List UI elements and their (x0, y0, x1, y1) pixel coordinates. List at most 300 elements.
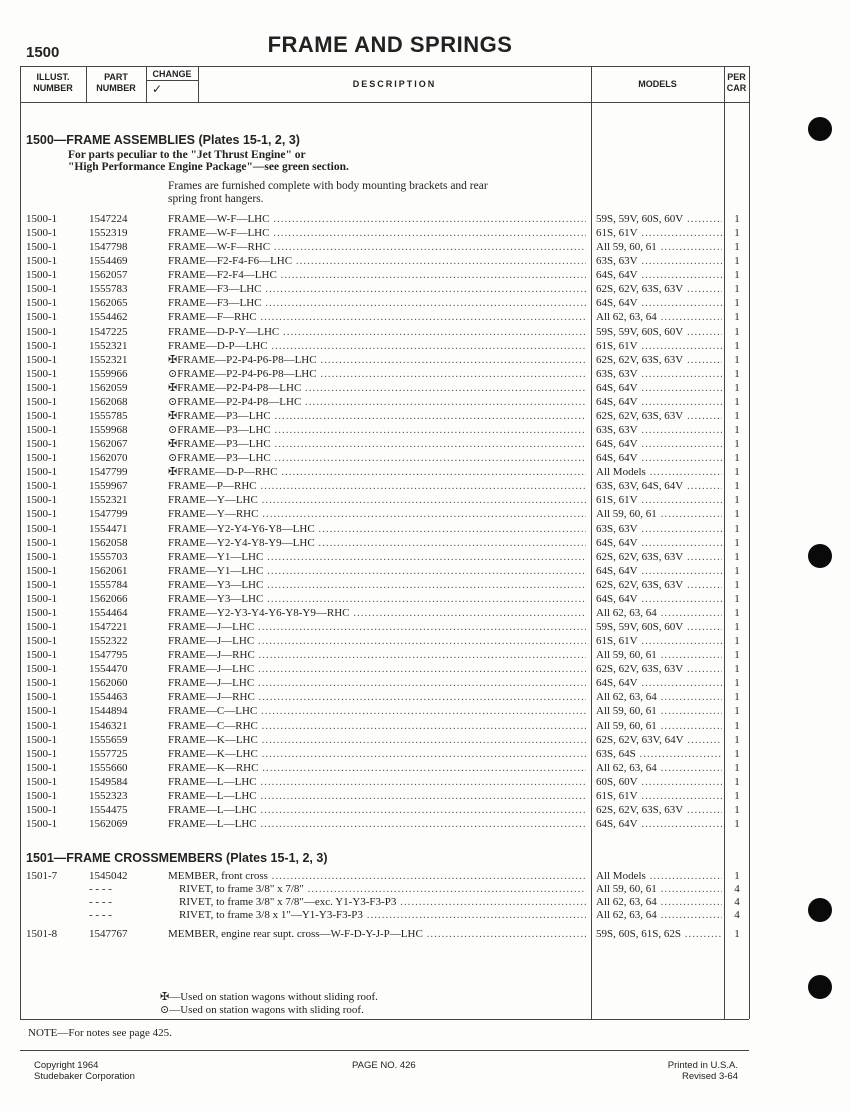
models-cell: All 59, 60, 61 ..... (596, 241, 722, 255)
illust-number-cell: 1500-1 (26, 705, 58, 718)
part-number-cell: 1555703 (89, 550, 128, 563)
printed-line2: Revised 3-64 (682, 1071, 738, 1082)
per-car-cell: 1 (734, 395, 740, 408)
illust-number-cell: 1500-1 (26, 494, 58, 507)
models-cell: All 62, 63, 64 ..... (596, 691, 722, 705)
description-cell: FRAME—Y3—LHC ..... (168, 593, 586, 607)
description-cell: ✠FRAME—P3—LHC ..... (168, 438, 586, 452)
per-car-cell: 1 (734, 353, 740, 366)
table-row (0, 466, 850, 480)
description-cell: FRAME—J—LHC ..... (168, 663, 586, 677)
description-cell: FRAME—L—LHC ..... (168, 776, 586, 790)
part-number-cell: 1554470 (89, 663, 128, 676)
header-illust-number (20, 72, 86, 94)
models-cell: 59S, 59V, 60S, 60V ..... (596, 213, 722, 227)
part-number-cell: 1545042 (89, 870, 128, 882)
copyright-line1: Copyright 1964 (34, 1060, 99, 1071)
table-row (0, 326, 850, 340)
header-per-line2: CAR (726, 83, 747, 93)
table-row (0, 297, 850, 311)
per-car-cell: 1 (734, 480, 740, 493)
illust-number-cell: 1500-1 (26, 606, 58, 619)
illust-number-cell: 1500-1 (26, 818, 58, 830)
binder-hole-icon (808, 975, 832, 999)
illust-number-cell: 1500-1 (26, 550, 58, 563)
models-cell: 61S, 61V ..... (596, 635, 722, 649)
per-car-cell: 1 (734, 536, 740, 549)
description-cell: FRAME—J—LHC ..... (168, 635, 586, 649)
illust-number-cell: 1500-1 (26, 283, 58, 296)
models-cell: 62S, 62V, 63S, 63V ..... (596, 579, 722, 593)
part-number-cell: 1554463 (89, 691, 128, 704)
table-row (0, 804, 850, 818)
part-number-cell: - - - - (89, 883, 112, 895)
description-cell: FRAME—Y1—LHC ..... (168, 565, 586, 579)
section-heading-frame-assemblies: 1500—FRAME ASSEMBLIES (Plates 15-1, 2, 3) (26, 133, 300, 147)
description-cell: FRAME—Y—RHC ..... (168, 508, 586, 522)
description-cell: RIVET, to frame 3/8" x 7/8"—exc. Y1-Y3-F3-P3 ..... (168, 896, 586, 910)
per-car-cell: 1 (734, 325, 740, 338)
description-cell: ✠FRAME—P2-P4-P6-P8—LHC ..... (168, 354, 586, 368)
description-cell: RIVET, to frame 3/8" x 7/8" ..... (168, 883, 586, 897)
part-number-cell: 1555784 (89, 578, 128, 591)
description-cell: FRAME—J—RHC ..... (168, 649, 586, 663)
per-car-cell: 1 (734, 663, 740, 676)
notes-reference: NOTE—For notes see page 425. (28, 1027, 172, 1039)
table-row (0, 523, 850, 537)
header-part-number (86, 72, 146, 94)
models-cell: All 62, 63, 64 ..... (596, 311, 722, 325)
description-cell: FRAME—W-F—LHC ..... (168, 227, 586, 241)
table-row (0, 928, 850, 942)
part-number-cell: 1562067 (89, 438, 128, 451)
description-cell: FRAME—D-P—LHC ..... (168, 340, 586, 354)
table-row (0, 269, 850, 283)
per-car-cell: 1 (734, 269, 740, 282)
models-cell: All 62, 63, 64 ..... (596, 896, 722, 910)
per-car-cell: 1 (734, 241, 740, 254)
table-row (0, 705, 850, 719)
per-car-cell: 1 (734, 803, 740, 816)
check-mark-icon: ✓ (151, 82, 163, 96)
per-car-cell: 1 (734, 508, 740, 521)
per-car-cell: 1 (734, 452, 740, 465)
models-cell: 62S, 62V, 63S, 63V ..... (596, 804, 722, 818)
illust-number-cell: 1500-1 (26, 311, 58, 324)
per-car-cell: 1 (734, 339, 740, 352)
part-number-cell: 1547798 (89, 241, 128, 254)
table-row (0, 593, 850, 607)
section-note: "High Performance Engine Package"—see green section. (68, 161, 349, 173)
illust-number-cell: 1500-1 (26, 522, 58, 535)
models-cell: 61S, 61V ..... (596, 227, 722, 241)
per-car-cell: 1 (734, 606, 740, 619)
models-cell: All 59, 60, 61 ..... (596, 508, 722, 522)
part-number-cell: 1546321 (89, 719, 128, 732)
illust-number-cell: 1500-1 (26, 452, 58, 465)
per-car-cell: 1 (734, 255, 740, 268)
description-cell: ⊙FRAME—P2-P4-P6-P8—LHC ..... (168, 368, 586, 382)
per-car-cell: 1 (734, 494, 740, 507)
description-cell: FRAME—L—LHC ..... (168, 790, 586, 804)
table-row (0, 382, 850, 396)
illust-number-cell: 1500-1 (26, 367, 58, 380)
part-number-cell: 1547799 (89, 466, 128, 479)
part-number-cell: 1554464 (89, 606, 128, 619)
part-number-cell: 1547767 (89, 928, 128, 940)
description-cell: FRAME—Y3—LHC ..... (168, 579, 586, 593)
models-cell: 62S, 62V, 63S, 63V ..... (596, 283, 722, 297)
description-cell: FRAME—F2-F4-F6—LHC ..... (168, 255, 586, 269)
models-cell: All 59, 60, 61 ..... (596, 649, 722, 663)
part-number-cell: 1562066 (89, 592, 128, 605)
illust-number-cell: 1500-1 (26, 325, 58, 338)
table-row (0, 818, 850, 832)
table-row (0, 213, 850, 227)
header-description: DESCRIPTION (352, 79, 437, 89)
table-row (0, 677, 850, 691)
table-row (0, 909, 850, 923)
illust-number-cell: 1500-1 (26, 564, 58, 577)
copyright-line2: Studebaker Corporation (34, 1071, 135, 1082)
illust-number-cell: 1500-1 (26, 747, 58, 760)
models-cell: 64S, 64V ..... (596, 537, 722, 551)
table-row (0, 649, 850, 663)
table-row (0, 396, 850, 410)
description-cell: FRAME—Y2-Y4-Y6-Y8—LHC ..... (168, 523, 586, 537)
legend-without-roof: ✠—Used on station wagons without sliding roof. (160, 991, 378, 1003)
table-row (0, 340, 850, 354)
table-row (0, 762, 850, 776)
table-row (0, 283, 850, 297)
change-box-rule (146, 80, 198, 81)
illust-number-cell: 1500-1 (26, 719, 58, 732)
per-car-cell: 1 (734, 550, 740, 563)
illust-number-cell: 1500-1 (26, 508, 58, 521)
footer-page-number: PAGE NO. 426 (352, 1060, 416, 1071)
models-cell: All 62, 63, 64 ..... (596, 607, 722, 621)
part-number-cell: 1562057 (89, 269, 128, 282)
illust-number-cell: 1500-1 (26, 213, 58, 225)
models-cell: 62S, 62V, 63S, 63V ..... (596, 410, 722, 424)
per-car-cell: 1 (734, 311, 740, 324)
per-car-cell: 4 (734, 909, 740, 921)
models-cell: 59S, 59V, 60S, 60V ..... (596, 621, 722, 635)
illust-number-cell: 1500-1 (26, 339, 58, 352)
table-row (0, 663, 850, 677)
part-number-cell: 1562069 (89, 818, 128, 830)
per-car-cell: 1 (734, 466, 740, 479)
part-number-cell: 1552321 (89, 494, 128, 507)
page-code: 1500 (26, 44, 60, 61)
description-cell: ✠FRAME—P2-P4-P8—LHC ..... (168, 382, 586, 396)
per-car-cell: 1 (734, 424, 740, 437)
description-cell: FRAME—D-P-Y—LHC ..... (168, 326, 586, 340)
part-number-cell: 1552323 (89, 789, 128, 802)
part-number-cell: 1562059 (89, 381, 128, 394)
table-row (0, 494, 850, 508)
per-car-cell: 1 (734, 649, 740, 662)
models-cell: 62S, 62V, 63S, 63V ..... (596, 551, 722, 565)
header-change: CHANGE (152, 69, 192, 79)
footer-copyright (34, 1060, 135, 1082)
header-part-line2: NUMBER (96, 83, 136, 93)
per-car-cell: 1 (734, 747, 740, 760)
table-row (0, 410, 850, 424)
illust-number-cell: 1500-1 (26, 381, 58, 394)
description-cell: FRAME—P—RHC ..... (168, 480, 586, 494)
illust-number-cell: 1500-1 (26, 592, 58, 605)
part-number-cell: 1554469 (89, 255, 128, 268)
table-row (0, 354, 850, 368)
table-row (0, 480, 850, 494)
illust-number-cell: 1500-1 (26, 438, 58, 451)
table-row (0, 776, 850, 790)
description-cell: FRAME—K—RHC ..... (168, 762, 586, 776)
description-cell: FRAME—F—RHC ..... (168, 311, 586, 325)
per-car-cell: 1 (734, 870, 740, 882)
models-cell: 64S, 64V ..... (596, 565, 722, 579)
part-number-cell: 1547221 (89, 621, 128, 634)
description-cell: FRAME—Y2-Y4-Y8-Y9—LHC ..... (168, 537, 586, 551)
per-car-cell: 1 (734, 564, 740, 577)
per-car-cell: 1 (734, 227, 740, 240)
illust-number-cell: 1501-7 (26, 870, 58, 882)
header-part-line1: PART (104, 72, 128, 82)
models-cell: 63S, 63V ..... (596, 255, 722, 269)
illust-number-cell: 1500-1 (26, 691, 58, 704)
illust-number-cell: 1500-1 (26, 578, 58, 591)
models-cell: 61S, 61V ..... (596, 790, 722, 804)
part-number-cell: 1544894 (89, 705, 128, 718)
per-car-cell: 1 (734, 409, 740, 422)
part-number-cell: 1562070 (89, 452, 128, 465)
illust-number-cell: 1500-1 (26, 635, 58, 648)
models-cell: 62S, 62V, 63V, 64V ..... (596, 734, 722, 748)
description-cell: MEMBER, engine rear supt. cross—W-F-D-Y-J-P—LHC ..... (168, 928, 586, 942)
table-row (0, 870, 850, 884)
description-cell: ⊙FRAME—P3—LHC ..... (168, 424, 586, 438)
description-cell: FRAME—J—LHC ..... (168, 677, 586, 691)
models-cell: All 59, 60, 61 ..... (596, 720, 722, 734)
description-cell: FRAME—F3—LHC ..... (168, 297, 586, 311)
table-row (0, 579, 850, 593)
section-note: spring front hangers. (168, 193, 264, 205)
part-number-cell: 1562061 (89, 564, 128, 577)
models-cell: All 62, 63, 64 ..... (596, 762, 722, 776)
description-cell: FRAME—W-F—LHC ..... (168, 213, 586, 227)
table-bottom-rule (20, 1019, 749, 1020)
models-cell: 63S, 64S ..... (596, 748, 722, 762)
illust-number-cell: 1500-1 (26, 480, 58, 493)
models-cell: 60S, 60V ..... (596, 776, 722, 790)
table-row (0, 537, 850, 551)
table-row (0, 424, 850, 438)
table-row (0, 565, 850, 579)
illust-number-cell: 1500-1 (26, 677, 58, 690)
illust-number-cell: 1500-1 (26, 649, 58, 662)
description-cell: FRAME—K—LHC ..... (168, 734, 586, 748)
models-cell: 64S, 64V ..... (596, 677, 722, 691)
description-cell: ⊙FRAME—P3—LHC ..... (168, 452, 586, 466)
part-number-cell: 1547225 (89, 325, 128, 338)
part-number-cell: 1555659 (89, 733, 128, 746)
models-cell: All Models ..... (596, 870, 722, 884)
description-cell: ⊙FRAME—P2-P4-P8—LHC ..... (168, 396, 586, 410)
models-cell: 64S, 64V ..... (596, 818, 722, 832)
part-number-cell: 1555783 (89, 283, 128, 296)
table-row (0, 883, 850, 897)
legend-with-roof: ⊙—Used on station wagons with sliding roof. (160, 1004, 364, 1016)
part-number-cell: 1552321 (89, 353, 128, 366)
part-number-cell: 1562068 (89, 395, 128, 408)
models-cell: 63S, 63V ..... (596, 424, 722, 438)
header-illust-line1: ILLUST. (36, 72, 70, 82)
description-cell: FRAME—F2-F4—LHC ..... (168, 269, 586, 283)
illust-number-cell: 1500-1 (26, 395, 58, 408)
illust-number-cell: 1500-1 (26, 761, 58, 774)
models-cell: 62S, 62V, 63S, 63V ..... (596, 354, 722, 368)
section-note: Frames are furnished complete with body mounting brackets and rear (168, 180, 488, 192)
description-cell: FRAME—K—LHC ..... (168, 748, 586, 762)
per-car-cell: 1 (734, 691, 740, 704)
table-row (0, 368, 850, 382)
description-cell: FRAME—C—LHC ..... (168, 705, 586, 719)
table-row (0, 438, 850, 452)
part-number-cell: 1554462 (89, 311, 128, 324)
table-row (0, 635, 850, 649)
part-number-cell: 1549584 (89, 775, 128, 788)
part-number-cell: 1559967 (89, 480, 128, 493)
description-cell: FRAME—J—LHC ..... (168, 621, 586, 635)
illust-number-cell: 1500-1 (26, 789, 58, 802)
part-number-cell: 1552319 (89, 227, 128, 240)
models-cell: 64S, 64V ..... (596, 396, 722, 410)
table-row (0, 227, 850, 241)
per-car-cell: 1 (734, 283, 740, 296)
models-cell: 64S, 64V ..... (596, 438, 722, 452)
models-cell: 64S, 64V ..... (596, 269, 722, 283)
part-number-cell: - - - - (89, 909, 112, 921)
part-number-cell: 1547224 (89, 213, 128, 225)
models-cell: All Models ..... (596, 466, 722, 480)
description-cell: FRAME—F3—LHC ..... (168, 283, 586, 297)
per-car-cell: 1 (734, 438, 740, 451)
description-cell: FRAME—Y—LHC ..... (168, 494, 586, 508)
header-models: MODELS (638, 79, 677, 89)
part-number-cell: 1554475 (89, 803, 128, 816)
description-cell: MEMBER, front cross ..... (168, 870, 586, 884)
illust-number-cell: 1500-1 (26, 536, 58, 549)
per-car-cell: 4 (734, 883, 740, 895)
illust-number-cell: 1500-1 (26, 269, 58, 282)
page-title: FRAME AND SPRINGS (267, 32, 513, 57)
table-row (0, 508, 850, 522)
table-row (0, 748, 850, 762)
part-number-cell: 1554471 (89, 522, 128, 535)
description-cell: ✠FRAME—P3—LHC ..... (168, 410, 586, 424)
description-cell: FRAME—Y2-Y3-Y4-Y6-Y8-Y9—RHC ..... (168, 607, 586, 621)
part-number-cell: 1562058 (89, 536, 128, 549)
models-cell: 64S, 64V ..... (596, 297, 722, 311)
table-row (0, 551, 850, 565)
illust-number-cell: 1501-8 (26, 928, 58, 940)
part-number-cell: 1562060 (89, 677, 128, 690)
illust-number-cell: 1500-1 (26, 353, 58, 366)
illust-number-cell: 1500-1 (26, 803, 58, 816)
footer-rule (20, 1050, 749, 1051)
table-row (0, 255, 850, 269)
models-cell: 62S, 62V, 63S, 63V ..... (596, 663, 722, 677)
per-car-cell: 1 (734, 733, 740, 746)
models-cell: 59S, 60S, 61S, 62S ..... (596, 928, 722, 942)
table-row (0, 691, 850, 705)
illust-number-cell: 1500-1 (26, 297, 58, 310)
description-cell: FRAME—L—LHC ..... (168, 804, 586, 818)
illust-number-cell: 1500-1 (26, 775, 58, 788)
table-header-rule (20, 102, 749, 103)
models-cell: 59S, 59V, 60S, 60V ..... (596, 326, 722, 340)
description-cell: FRAME—L—LHC ..... (168, 818, 586, 832)
per-car-cell: 1 (734, 592, 740, 605)
table-row (0, 311, 850, 325)
table-row (0, 241, 850, 255)
section-heading-frame-crossmembers: 1501—FRAME CROSSMEMBERS (Plates 15-1, 2, 3) (26, 851, 328, 865)
header-per-line1: PER (727, 72, 746, 82)
part-number-cell: 1552322 (89, 635, 128, 648)
binder-hole-icon (808, 117, 832, 141)
description-cell: ✠FRAME—D-P—RHC ..... (168, 466, 586, 480)
illust-number-cell: 1500-1 (26, 663, 58, 676)
part-number-cell: - - - - (89, 896, 112, 908)
per-car-cell: 4 (734, 896, 740, 908)
part-number-cell: 1559966 (89, 367, 128, 380)
per-car-cell: 1 (734, 705, 740, 718)
per-car-cell: 1 (734, 213, 740, 225)
per-car-cell: 1 (734, 789, 740, 802)
models-cell: 64S, 64V ..... (596, 593, 722, 607)
per-car-cell: 1 (734, 818, 740, 830)
per-car-cell: 1 (734, 928, 740, 940)
models-cell: 63S, 63V, 64S, 64V ..... (596, 480, 722, 494)
per-car-cell: 1 (734, 578, 740, 591)
models-cell: 61S, 61V ..... (596, 340, 722, 354)
models-cell: All 59, 60, 61 ..... (596, 883, 722, 897)
models-cell: All 59, 60, 61 ..... (596, 705, 722, 719)
illust-number-cell: 1500-1 (26, 409, 58, 422)
table-row (0, 790, 850, 804)
models-cell: 64S, 64V ..... (596, 382, 722, 396)
table-row (0, 734, 850, 748)
models-cell: 61S, 61V ..... (596, 494, 722, 508)
per-car-cell: 1 (734, 621, 740, 634)
part-number-cell: 1562065 (89, 297, 128, 310)
per-car-cell: 1 (734, 367, 740, 380)
illust-number-cell: 1500-1 (26, 241, 58, 254)
illust-number-cell: 1500-1 (26, 466, 58, 479)
illust-number-cell: 1500-1 (26, 621, 58, 634)
illust-number-cell: 1500-1 (26, 733, 58, 746)
description-cell: FRAME—C—RHC ..... (168, 720, 586, 734)
part-number-cell: 1557725 (89, 747, 128, 760)
table-row (0, 896, 850, 910)
table-row (0, 452, 850, 466)
illust-number-cell: 1500-1 (26, 227, 58, 240)
models-cell: 64S, 64V ..... (596, 452, 722, 466)
per-car-cell: 1 (734, 775, 740, 788)
part-number-cell: 1559968 (89, 424, 128, 437)
section-note: For parts peculiar to the "Jet Thrust Engine" or (68, 149, 306, 161)
